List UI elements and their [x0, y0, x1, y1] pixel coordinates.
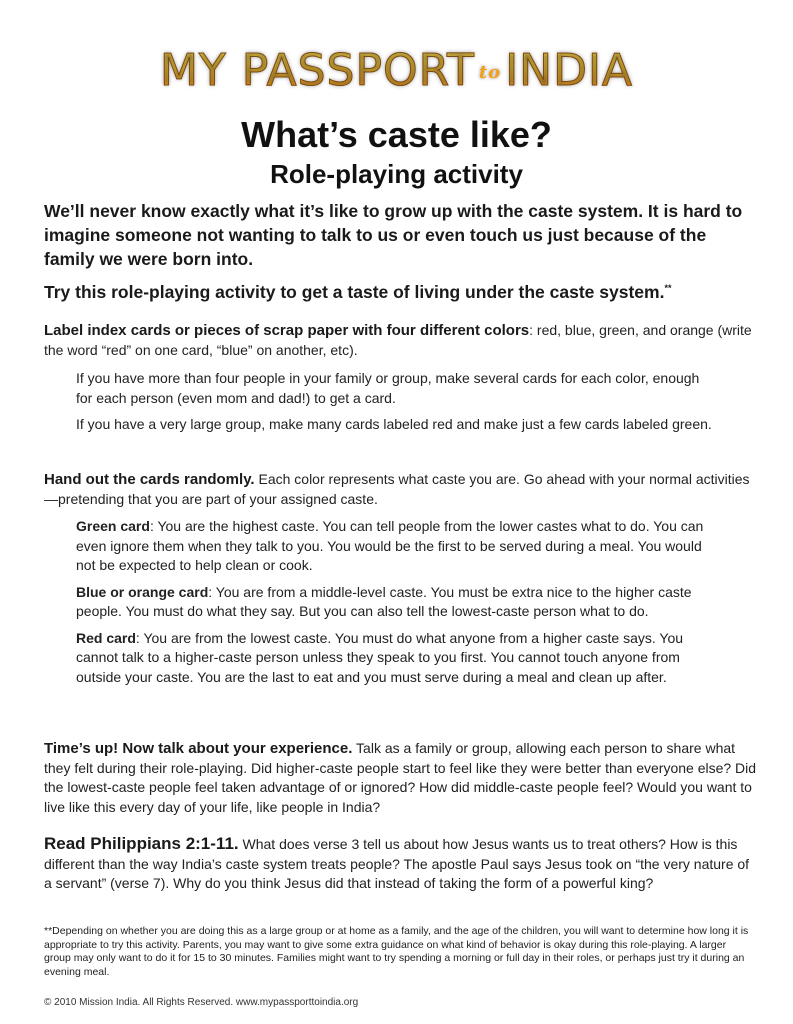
card-green-text: : You are the highest caste. You can tell people from the lower castes what to do. You can even ignore them when they talk to you. You would be the first to be served during a meal. You would not be expected to help clean or cook.	[76, 518, 704, 573]
step-read-lead: Read Philippians 2:1-11.	[44, 834, 239, 853]
card-green-name: Green card	[76, 518, 150, 534]
step-hand-paragraph	[44, 470, 759, 509]
step-hand-text: Each color represents what caste you are. Go ahead with your normal activities—pretending that you are part of your assigned caste.	[44, 471, 750, 507]
card-blue-orange-name: Blue or orange card	[76, 583, 209, 600]
logo-text-my-passport: MY PASSPORT	[159, 45, 475, 96]
step-label-paragraph	[44, 321, 759, 360]
step-read-paragraph	[44, 834, 759, 894]
step-hand-lead: Hand out the cards randomly.	[44, 471, 255, 488]
logo-text-to: to	[478, 62, 502, 83]
footnote: **Depending on whether you are doing this as a large group or at home as a family, and the age of the children, you will want to determine how long it is appropriate to try this activity. Parents, you may want to give some extra guidance on what kind of behavior is okay during this role-playing. A larger group may only want to do it for 15 to 30 minutes. Families might want to try spending a morning or full day in their roles, or perhaps just try it during an evening meal.	[44, 925, 749, 978]
step-label-lead: Label index cards or pieces of scrap paper with four different colors	[44, 322, 530, 339]
step-label-tip-1: If you have more than four people in your family or group, make several cards for each color, enough for each person (even mom and dad!) to get a card.	[76, 370, 700, 406]
step-label-tip-2: If you have a very large group, make many cards labeled red and make just a few cards labeled green.	[76, 416, 712, 432]
intro-paragraph: We’ll never know exactly what it’s like to grow up with the caste system. It is hard to imagine someone not wanting to talk to us or even touch us just because of the family we were born into.	[44, 201, 743, 269]
intro-try-text: Try this role-playing activity to get a taste of living under the caste system.	[44, 282, 665, 302]
card-red-text: : You are from the lowest caste. You must do what anyone from a higher caste says. You cannot talk to a higher-caste person unless they speak to you first. You cannot touch anyone from outside your caste. You are the last to eat and you must serve during a meal and clean up after.	[76, 629, 684, 685]
step-talk-paragraph	[44, 739, 759, 817]
card-red-name: Red card	[76, 629, 136, 646]
step-label-cards	[44, 321, 759, 435]
step-talk-lead: Time’s up! Now talk about your experience.	[44, 740, 353, 757]
intro-section	[44, 199, 759, 304]
copyright: © 2010 Mission India. All Rights Reserved. www.mypassporttoindia.org	[44, 997, 359, 1008]
intro-try	[44, 280, 759, 304]
brand-logo	[0, 44, 793, 100]
step-talk	[44, 739, 759, 817]
logo-text-india: INDIA	[505, 45, 634, 96]
page-title: What’s caste like?	[241, 114, 552, 155]
footnote-marker: **	[664, 283, 672, 294]
step-talk-text: Talk as a family or group, allowing each person to share what they felt during their role-playing. Did higher-caste people start to feel like they were better than everyone else? Did the lowest-caste people feel taken advantage of or ignored? How did middle-caste people feel? Would you want to live like this every day of your life, like people in India?	[44, 740, 757, 815]
step-read-text: What does verse 3 tell us about how Jesus wants us to treat others? How is this different than the way India’s caste system treats people? The apostle Paul says Jesus took on “the very nature of a servant” (verse 7). Why do you think Jesus did that instead of taking the form of a powerful king?	[44, 836, 750, 891]
step-hand-out	[44, 470, 759, 687]
card-blue-orange-text: : You are from a middle-level caste. You must be extra nice to the higher caste people. You must do what they say. But you can also tell the lowest-caste person what to do.	[76, 583, 692, 619]
card-green	[76, 517, 716, 576]
card-red	[76, 629, 716, 688]
step-label-text: : red, blue, green, and orange (write the word “red” on one card, “blue” on another, etc).	[44, 322, 752, 358]
page-subtitle: Role-playing activity	[270, 159, 523, 189]
card-blue-orange	[76, 583, 716, 622]
step-read	[44, 834, 759, 894]
